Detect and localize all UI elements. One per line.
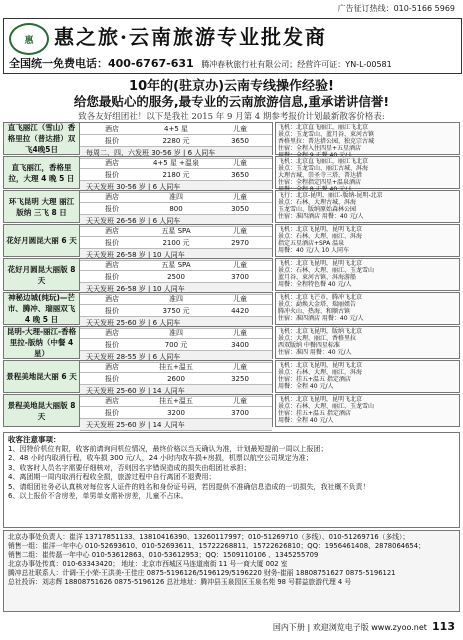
itinerary-line: 玉龙雪山、版纳原始森林公园: [278, 206, 357, 213]
product-name: 花好月圆昆大丽版 8 天: [4, 259, 80, 290]
itinerary-line: 住宿：准四 用餐：40 元/人: [278, 349, 352, 356]
price-cell: 酒店: [105, 158, 119, 167]
itinerary-line: 景点：玉龙雪山、蓝月谷、束河古镇: [278, 131, 375, 138]
contact-info: [3, 530, 460, 612]
price-cell: 挂五+温五: [159, 362, 193, 371]
price-grid: [3, 122, 460, 430]
note-item: 1、因特价机位有限，收客前请询问机位情况，最终价格以当天确认为准，计划最短提前一周以上报团；: [8, 444, 328, 453]
price-cell: 儿童: [233, 294, 247, 303]
price-table: [80, 259, 272, 295]
price-cell: 准四: [169, 328, 183, 337]
itinerary-block: [275, 122, 460, 155]
itinerary-line: 飞机：北京直飞丽江，丽江飞北京: [278, 124, 369, 131]
price-cell: 3700: [231, 408, 249, 417]
note-item: 6、以上报价不含房差，单男单女需补房差，儿童不占床。: [8, 492, 188, 500]
itinerary-line: 飞机：北京飞芒市，腾冲飞北京: [278, 294, 363, 301]
product-name: 昆明-大理-丽江-香格里拉-版纳（中餐 4 星）: [4, 327, 80, 358]
price-row: [80, 157, 272, 169]
itinerary-block: [275, 190, 460, 223]
price-cell: 准四: [169, 192, 183, 201]
price-cell: 2600: [167, 374, 185, 383]
product-name: 直飞丽江，香格里拉，大理 4 晚 5 日: [4, 157, 80, 188]
price-row: [80, 237, 272, 249]
product-name: 环飞昆明 大理 丽江 版纳 三飞 8 日: [4, 191, 80, 222]
itinerary-line: 腾冲火山、热海、和顺古镇: [278, 308, 351, 315]
itinerary-line: 住宿：准四酒店 用餐：40 元/人: [278, 213, 364, 220]
price-row: [80, 327, 272, 339]
price-row: [80, 395, 272, 407]
price-cell: 4+5 星 +温泉: [152, 158, 200, 167]
product-block: [3, 190, 273, 223]
header-info-row: [9, 55, 392, 71]
price-row: [80, 271, 272, 283]
product-name: 神秘边城(纯玩)—芒市、腾冲、瑞丽双飞 4 晚 5 日: [4, 293, 80, 324]
itinerary-line: 景点：石林、大理、丽江、洱海: [278, 233, 363, 240]
itinerary-block: [275, 258, 460, 291]
price-cell: 天天发班 25-60 岁 | 6 人同车: [86, 318, 181, 327]
note-item: 4、离团期一周内取消行程收全损，旅游过程中自行离团不退费用；: [8, 473, 216, 481]
price-cell: 天天发班 28-55 岁 | 6 人同车: [86, 352, 181, 361]
contact-line: 腾冲总社联系人：计调-王小荣-王洪美-王佳庄 0875-5196126/5196129/5196220 财务-崔丽 18808751627 0875-5196121: [8, 569, 396, 577]
price-row: [80, 259, 272, 271]
price-table: [80, 395, 272, 431]
price-cell: 儿童: [233, 328, 247, 337]
contact-line: 北京办事处负责人：崔洋 13717851133、13810416390、13260117997；010-51269710（多线）、010-51269716（多线）；: [8, 533, 410, 541]
price-cell: 报价: [105, 340, 119, 349]
itinerary-line: 住宿：全程指定四星+温泉酒店: [278, 179, 362, 186]
brand-name: 惠之旅·云南旅游专业批发商: [54, 25, 327, 49]
itinerary-line: 景点：勐焕大金塔、瑞丽姐告: [278, 301, 357, 308]
itinerary-line: 景点：石林、大理、丽江、玉龙雪山: [278, 267, 375, 274]
hotline: 全国统一免费电话：400-6767-631: [9, 57, 194, 70]
itinerary-line: 景点：玉龙雪山、丽江古城、洱海: [278, 165, 369, 172]
price-table: [80, 157, 272, 193]
price-cell: 酒店: [105, 362, 119, 371]
agency-header: [3, 18, 462, 74]
price-cell: 报价: [105, 272, 119, 281]
price-cell: 报价: [105, 170, 119, 179]
itinerary-line: 飞机：北京飞昆明，昆明飞北京: [278, 226, 363, 233]
price-cell: 2500: [167, 272, 185, 281]
price-row: [80, 293, 272, 305]
price-cell: 儿童: [233, 362, 247, 371]
itinerary-line: 飞机：北京飞昆明，昆明飞北京: [278, 260, 363, 267]
itinerary-line: 飞机：北京直飞丽江，丽江飞北京: [278, 158, 369, 165]
price-cell: 酒店: [105, 260, 119, 269]
price-cell: 五星 SPA: [161, 260, 191, 269]
price-cell: 儿童: [233, 158, 247, 167]
departure-row: [80, 419, 272, 431]
product-name: 花好月圆昆大丽 6 天: [4, 225, 80, 256]
price-row: [80, 373, 272, 385]
price-cell: 天天发班 26-56 岁 | 6 人同车: [86, 216, 181, 225]
itinerary-block: [275, 156, 460, 189]
price-cell: 儿童: [233, 192, 247, 201]
itinerary-line: 飞机：北京飞昆明，昆明飞北京: [278, 362, 363, 369]
price-cell: 报价: [105, 408, 119, 417]
price-row: [80, 305, 272, 317]
price-cell: 700 元: [164, 340, 188, 349]
price-table: [80, 225, 272, 261]
price-cell: 儿童: [233, 260, 247, 269]
product-block: [3, 292, 273, 325]
itinerary-line: 住宿：挂五+温五 指定酒店: [278, 410, 351, 417]
price-cell: 报价: [105, 136, 119, 145]
price-row: [80, 407, 272, 419]
itinerary-line: 大理古城、崇圣寺三塔、普达措: [278, 172, 363, 179]
slogan-2: 给您最贴心的服务,最专业的云南旅游信息,重承诺讲信誉!: [73, 94, 390, 109]
itinerary-line: 用餐：全程 40 元/人: [278, 383, 334, 390]
itinerary-line: 飞机：北京飞昆明，昆明飞北京: [278, 396, 363, 403]
itinerary-block: [275, 360, 460, 393]
product-block: [3, 326, 273, 359]
itinerary-line: 用餐：40 元/人 10 人同车: [278, 247, 350, 254]
itinerary-line: 用餐：全程 40 元/人: [278, 417, 334, 424]
note-item: 3、收客时人员名字需要仔细核对，否则因名字错误造成的损失由组团社承担；: [8, 463, 251, 472]
price-cell: 3200: [167, 408, 185, 417]
price-cell: 3750 元: [162, 306, 190, 315]
product-block: [3, 224, 273, 257]
itinerary-block: [275, 224, 460, 257]
note-item: 2、48 小时内取消行程，收车损 300 元/人，24 小时内收车损+房损，机票以航空公司规定为准；: [8, 454, 313, 462]
price-cell: 2180 元: [162, 170, 190, 179]
itinerary-line: 住宿：准四酒店 用餐：40 元/人: [278, 315, 364, 322]
product-name: 景程美地昆大丽版 8 天: [4, 395, 80, 426]
itinerary-line: 香格里拉：普达措公园、独克宗古城: [278, 138, 375, 145]
price-cell: 3700: [231, 272, 249, 281]
itinerary-line: 住宿：挂五+温五 指定酒店: [278, 376, 351, 383]
price-row: [80, 135, 272, 147]
price-cell: 报价: [105, 238, 119, 247]
price-cell: 报价: [105, 204, 119, 213]
price-cell: 儿童: [233, 124, 247, 133]
price-cell: 2970: [231, 238, 249, 247]
itinerary-block: [275, 394, 460, 427]
price-cell: 2280 元: [162, 136, 190, 145]
itinerary-list: [275, 122, 460, 430]
product-block: [3, 258, 273, 291]
itinerary-line: 景点：石林、大理、丽江、洱海: [278, 369, 363, 376]
product-block: [3, 394, 273, 427]
price-row: [80, 169, 272, 181]
price-cell: 3650: [231, 170, 249, 179]
contact-line: 销售二组：崔传磊一年中心 010-53612863、010-53612953；QQ：1509110106 、1345255709: [8, 551, 319, 559]
itinerary-block: [275, 292, 460, 325]
product-name: 直飞丽江（雪山）香格里拉（普达措）双飞4晚5日: [4, 123, 80, 154]
price-cell: 儿童: [233, 226, 247, 235]
price-cell: 天天发班 26-58 岁 | 10 人同车: [86, 250, 185, 259]
itinerary-line: 景点：石林、大理古城、洱海: [278, 199, 357, 206]
price-cell: 酒店: [105, 294, 119, 303]
price-cell: 挂五+温五: [159, 396, 193, 405]
itinerary-line: 飞机：北京飞昆明，版纳飞北京: [278, 328, 363, 335]
slogan-1: 10年的(驻京办)云南专线操作经验!: [129, 79, 334, 94]
product-block: [3, 360, 273, 393]
price-table: [80, 327, 272, 363]
price-cell: 酒店: [105, 328, 119, 337]
price-cell: 4+5 星: [164, 124, 188, 133]
product-block: [3, 122, 273, 155]
price-cell: 酒店: [105, 226, 119, 235]
price-cell: 酒店: [105, 124, 119, 133]
price-cell: 儿童: [233, 396, 247, 405]
price-cell: 每周二、四、六发班 30-56 岁 | 6 人同车: [86, 148, 216, 157]
itinerary-line: 住宿：全程入住四星+五星酒店: [278, 145, 362, 152]
product-name: 景程美地昆大丽 6 天: [4, 361, 80, 392]
price-cell: 报价: [105, 306, 119, 315]
price-cell: 酒店: [105, 396, 119, 405]
price-table: [80, 123, 272, 159]
price-table: [80, 293, 272, 329]
company-license: 腾冲春秋旅行社有限公司；经营许可证：YN-L-00581: [201, 60, 392, 69]
page-footer: [273, 620, 455, 633]
footer-text: 国内下册 | 欢迎浏览电子版 www.zyoo.net: [272, 623, 427, 632]
price-cell: 酒店: [105, 192, 119, 201]
price-table: [80, 361, 272, 397]
price-cell: 天天发班 25-60 岁 | 14 人同车: [86, 420, 185, 429]
page-number: 113: [432, 620, 455, 633]
price-cell: 800: [169, 204, 183, 213]
price-cell: 3400: [231, 340, 249, 349]
contact-line: 销售一组：崔洋一年中心 010-52693610、010-52693611、15722268811、15722626810；QQ：1956461408、2878064654；: [8, 542, 425, 550]
price-cell: 3650: [231, 136, 249, 145]
itinerary-line: 用餐：全程特色餐 40 元/人: [278, 281, 352, 288]
price-row: [80, 225, 272, 237]
price-row: [80, 123, 272, 135]
itinerary-line: 蓝月谷、束河古镇、洱海游船: [278, 274, 357, 281]
contact-line: 总社投诉：刘志辉 18808751626 0875-5196126 总社地址：腾冲县玉泉园区玉泉名苑 98 号群益旅游代理 4 号: [8, 578, 352, 586]
itinerary-line: 指定五星酒店+SPA 温泉: [278, 240, 345, 247]
price-row: [80, 339, 272, 351]
price-cell: 准四: [169, 294, 183, 303]
itinerary-line: 景点：石林、大理、丽江、玉龙雪山: [278, 403, 375, 410]
price-cell: 天天发班 25-60 岁 | 14 人同车: [86, 386, 185, 395]
price-row: [80, 361, 272, 373]
itinerary-line: 飞行：北京-昆明，丽江-版纳-昆明-北京: [278, 192, 383, 199]
note-item: 5、请组团社务必认真核对每位客人证件的姓名和身份证号码，若因提供不准确信息造成的一切损失，我社概不负责！: [8, 482, 370, 491]
itinerary-line: 西双版纳 中餐四星标准: [278, 342, 340, 349]
price-cell: 天天发班 26-58 岁 | 10 人同车: [86, 284, 185, 293]
price-cell: 五星 SPA: [161, 226, 191, 235]
ad-hotline: 广告征订热线：010-5166 5969: [337, 4, 455, 13]
price-table: [80, 191, 272, 227]
product-block: [3, 156, 273, 189]
booking-notes: [3, 432, 460, 528]
price-cell: 3050: [231, 204, 249, 213]
brand-logo: 惠: [9, 23, 49, 55]
price-intro: 致各友好组团社！以下是我社 2015 年 9 月第 4 期参考报价计划最新散客价格表:: [78, 112, 385, 122]
price-cell: 3250: [231, 374, 249, 383]
price-cell: 报价: [105, 374, 119, 383]
price-cell: 天天发班 30-56 岁 | 6 人同车: [86, 182, 181, 191]
price-row: [80, 203, 272, 215]
contact-line: 北京办事处传真：010-63343420； 地址：北京市西城区马连道南街 11 号一商大厦 002 室: [8, 560, 288, 568]
notes-title: 收客注意事项：: [8, 435, 61, 444]
price-row: [80, 191, 272, 203]
product-list: [3, 122, 273, 430]
itinerary-line: 景点：大理、丽江、香格里拉: [278, 335, 357, 342]
itinerary-block: [275, 326, 460, 359]
price-cell: 4420: [231, 306, 249, 315]
price-cell: 2100 元: [162, 238, 190, 247]
